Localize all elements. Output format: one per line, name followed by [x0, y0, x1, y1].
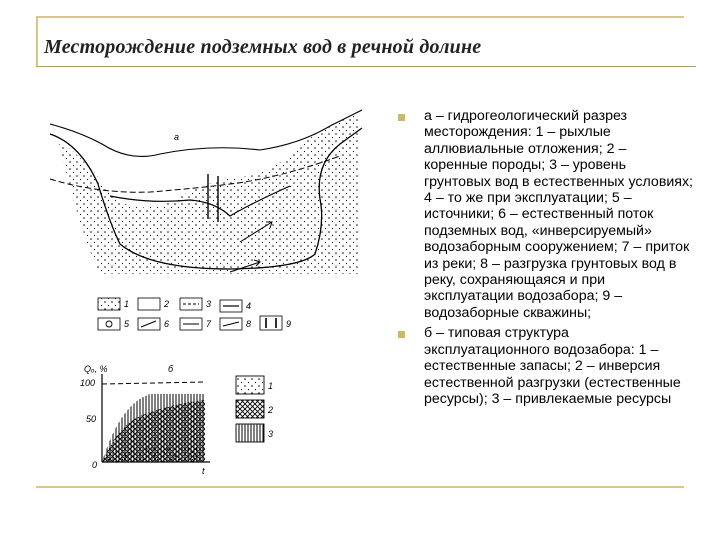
chart-ylabel: Qₒ, % [84, 364, 108, 374]
legend-number-5: 5 [124, 319, 130, 329]
chart-legend-2: 2 [268, 405, 274, 415]
chart-legend-1: 1 [268, 381, 274, 391]
cross-section [50, 110, 362, 274]
frame-top-line [36, 16, 684, 18]
panel-b-label: б [168, 364, 174, 374]
bullet-square-icon [398, 114, 405, 121]
bullet-text: б – типовая структура эксплуатационного водозабора: 1 – естественные запасы; 2 – инверсия естественной разгрузки (естественные ресурсы); 3 – привлекаемые ресурсы [424, 325, 681, 407]
legend-number-9: 9 [286, 319, 292, 329]
legend-number-4: 4 [246, 301, 252, 311]
frame-left-line [36, 16, 38, 66]
list-item [398, 108, 694, 321]
chart-tick-0: 0 [92, 460, 98, 470]
chart-tick-100: 100 [80, 378, 96, 388]
resource-chart [80, 364, 273, 476]
legend-number-6: 6 [164, 319, 170, 329]
legend-number-3: 3 [206, 299, 212, 309]
bullet-text: а – гидрогеологический разрез месторождения: 1 – рыхлые аллювиальные отложения; 2 – коренные породы; 3 – уровень грунтовых вод в естественных условиях; 4 – то же при эксплуатации; 5 – источники; 6 – естественный поток подземных вод, «инверсируемый» водозаборным сооружением; 7 – приток из реки; 8 – разгрузка грунтовых вод в реку, сохраняющаяся и при эксплуатации водозабора; 9 – водозаборные скважины; [424, 108, 694, 321]
slide-title: Месторождение подземных вод в речной долине [44, 36, 482, 58]
chart-xlabel: t [202, 466, 205, 476]
geology-figure [40, 104, 400, 484]
legend-number-2: 2 [164, 299, 170, 309]
section-legend [98, 298, 291, 330]
legend-number-7: 7 [206, 319, 212, 329]
legend-number-1: 1 [124, 299, 130, 309]
bullet-square-icon [398, 331, 405, 338]
bottom-rule [36, 486, 684, 488]
panel-a-label: а [174, 132, 180, 142]
list-item [398, 325, 694, 407]
chart-legend-3: 3 [268, 429, 274, 439]
description-list [398, 108, 694, 409]
legend-number-8: 8 [246, 319, 252, 329]
title-underline [36, 66, 696, 67]
chart-tick-50: 50 [86, 414, 97, 424]
